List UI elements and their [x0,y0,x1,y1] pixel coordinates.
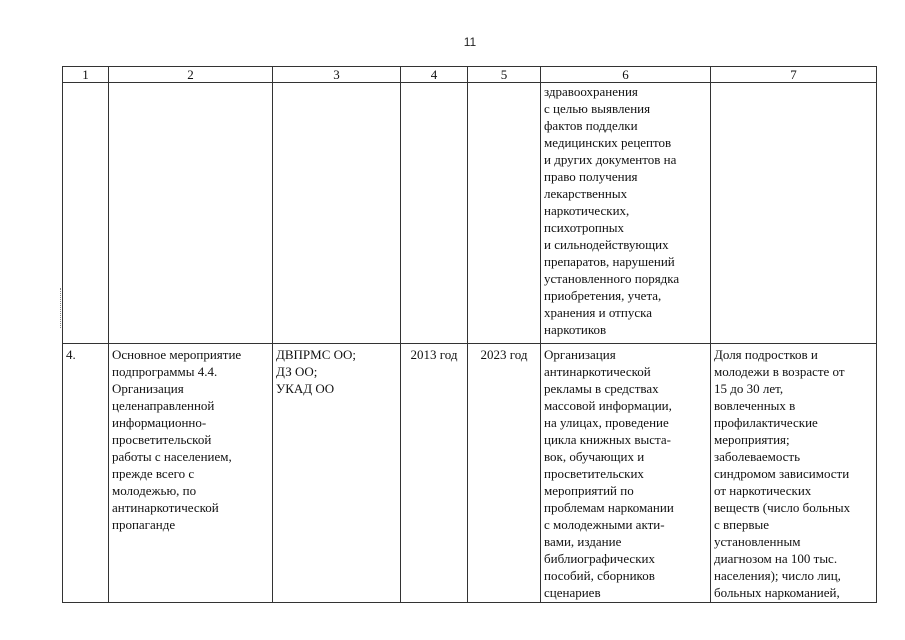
text-line: антинаркотической [544,364,651,379]
text-line: профилактические [714,415,818,430]
cell-end-year: 2023 год [468,344,541,603]
text-line: просветительской [112,432,212,447]
text-line: проблемам наркомании [544,500,674,515]
text-line: пропаганде [112,517,176,532]
text-line: заболеваемость [714,449,801,464]
text-line: и сильнодействующих [544,237,669,252]
program-table [62,66,877,603]
text-line: от наркотических [714,483,812,498]
text-line: 15 до 30 лет, [714,381,784,396]
column-number-3: 3 [273,67,401,83]
text-line: молодежи в возрасте от [714,364,845,379]
text-line: право получения [544,169,638,184]
text-line: препаратов, нарушений [544,254,675,269]
text-line: вами, издание [544,534,622,549]
cell-event [109,344,273,603]
text-line: медицинских рецептов [544,135,672,150]
text-line: установленным [714,534,801,549]
cell-executor [273,344,401,603]
text-line: молодежью, по [112,483,197,498]
text-line: Организация [112,381,184,396]
text-line: и других документов на [544,152,677,167]
cell-start-year [401,83,468,344]
cell-start-year: 2013 год [401,344,468,603]
column-number-5: 5 [468,67,541,83]
text-line: населения); число лиц, [714,568,841,583]
text-line: сценариев [544,585,601,600]
text-line: Организация [544,347,616,362]
text-line: на улицах, проведение [544,415,669,430]
text-line: приобретения, учета, [544,288,662,303]
cell-measures [541,83,711,344]
text-line: диагнозом на 100 тыс. [714,551,838,566]
cell-measures [541,344,711,603]
column-number-1: 1 [63,67,109,83]
cell-indicators [711,83,877,344]
text-line: подпрограммы 4.4. [112,364,218,379]
text-line: информационно- [112,415,207,430]
text-line: наркотических, [544,203,630,218]
text-line: Основное мероприятие [112,347,242,362]
text-line: мероприятия; [714,432,790,447]
column-number-row [63,67,877,83]
cell-executor [273,83,401,344]
text-line: больных наркоманией, [714,585,840,600]
text-line: рекламы в средствах [544,381,659,396]
text-line: с молодежными акти- [544,517,665,532]
text-line: цикла книжных выста- [544,432,671,447]
text-line: лекарственных [544,186,628,201]
table-row-continued [63,83,877,344]
text-line: с впервые [714,517,770,532]
text-line: прежде всего с [112,466,195,481]
text-line: библиографических [544,551,655,566]
text-line: с целью выявления [544,101,651,116]
text-line: работы с населением, [112,449,232,464]
cell-indicators [711,344,877,603]
column-number-6: 6 [541,67,711,83]
text-line: ДЗ ОО; [276,364,318,379]
column-number-7: 7 [711,67,877,83]
text-line: Доля подростков и [714,347,818,362]
cell-end-year [468,83,541,344]
column-number-4: 4 [401,67,468,83]
text-line: пособий, сборников [544,568,655,583]
text-line: здравоохранения [544,84,638,99]
text-line: УКАД ОО [276,381,335,396]
table-row-4 [63,344,877,603]
text-line: установленного порядка [544,271,680,286]
text-line: мероприятий по [544,483,634,498]
text-line: массовой информации, [544,398,672,413]
cell-number [63,83,109,344]
cell-event [109,83,273,344]
text-line: хранения и отпуска [544,305,652,320]
cell-number: 4. [63,344,109,603]
text-line: веществ (число больных [714,500,851,515]
text-line: вок, обучающих и [544,449,645,464]
text-line: ДВПРМС ОО; [276,347,357,362]
text-line: синдромом зависимости [714,466,850,481]
text-line: антинаркотической [112,500,219,515]
text-line: наркотиков [544,322,607,337]
text-line: психотропных [544,220,625,235]
text-line: просветительских [544,466,644,481]
page-number: 11 [463,35,477,49]
text-line: целенаправленной [112,398,215,413]
text-line: фактов подделки [544,118,638,133]
column-number-2: 2 [109,67,273,83]
text-line: вовлеченных в [714,398,796,413]
